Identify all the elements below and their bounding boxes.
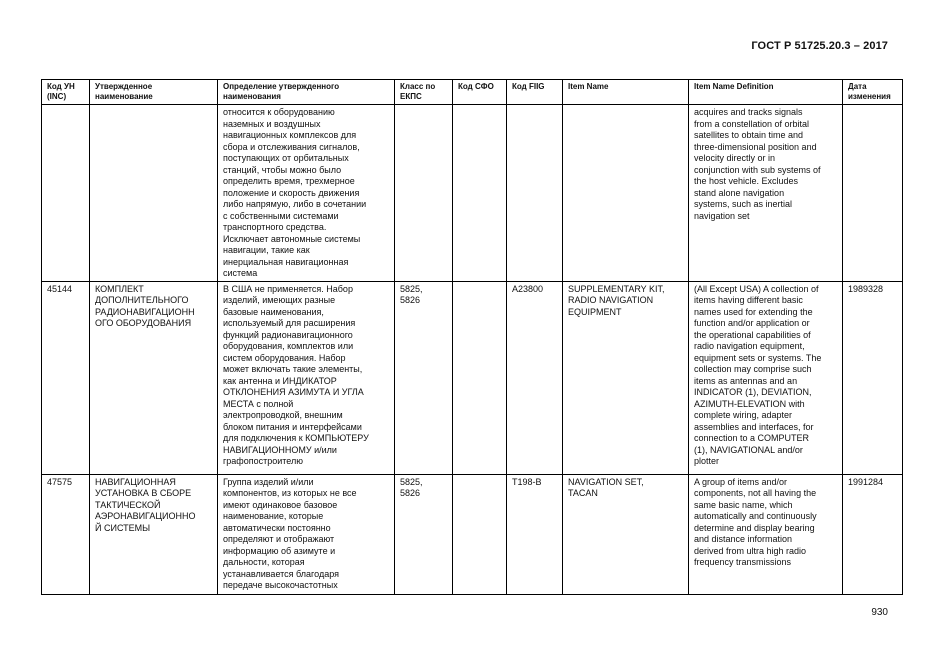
cell-item-name-definition: (All Except USA) A collection of items having different basic names used for extending the function and/or application or the operational capabilities of radio navigation equipment, equipment sets or systems. The collection may comprise such items as antennas and an INDICATOR (1), DEVIATION, AZIMUTH-ELEVATION with complete wiring, adapter assemblies and interfaces, for connection to a COMPUTER (1), NAVIGATIONAL and/or plotter [689,281,843,474]
cell-approved-name [90,105,218,282]
cell-item-name: SUPPLEMENTARY KIT, RADIO NAVIGATION EQUIPMENT [563,281,689,474]
cell-approved-name-definition: В США не применяется. Набор изделий, имеющих разные базовые наименования, используемый для расширения функций радионавигационного оборудования, комплектов или систем оборудования. Набор может включать такие элементы, как антенна и ИНДИКАТОР ОТКЛОНЕНИЯ АЗИМУТА И УГЛА МЕСТА с полной электропроводкой, внешним блоком питания и интерфейсами для подключения к КОМПЬЮТЕРУ НАВИГАЦИОННОМУ и/или графопостроителю [218,281,395,474]
col-header-change-date: Дата изменения [843,80,903,105]
cell-inc-code: 47575 [42,474,90,594]
document-standard-number: ГОСТ Р 51725.20.3 – 2017 [751,40,888,52]
cell-change-date [843,105,903,282]
cell-ekps-class [395,105,453,282]
cell-ekps-class: 5825, 5826 [395,281,453,474]
cell-item-name-definition: A group of items and/or components, not all having the same basic name, which automatically and continuously determine and display bearing and distance information derived from ultra high radio frequency transmissions [689,474,843,594]
cell-sfo-code [453,105,507,282]
cell-approved-name-definition: Группа изделий и/или компонентов, из которых не все имеют одинаковое базовое наименование, которые автоматически постоянно определяют и отображают информацию об азимуте и дальности, которая устанавливается благодаря передаче высокочастотных [218,474,395,594]
page-number: 930 [871,607,888,618]
cell-inc-code: 45144 [42,281,90,474]
col-header-item-name-definition: Item Name Definition [689,80,843,105]
col-header-sfo-code: Код СФО [453,80,507,105]
catalog-table [41,79,903,595]
table-header-row [42,80,903,105]
col-header-inc-code: Код УН (INC) [42,80,90,105]
cell-change-date: 1991284 [843,474,903,594]
cell-approved-name-definition: относится к оборудованию наземных и воздушных навигационных комплексов для сбора и отслеживания сигналов, поступающих от орбитальных станций, чтобы можно было определить время, трехмерное положение и скорость движения либо напрямую, либо в сочетании с собственными системами транспортного средства. Исключает автономные системы навигации, такие как инерциальная навигационная система [218,105,395,282]
cell-approved-name: КОМПЛЕКТ ДОПОЛНИТЕЛЬНОГО РАДИОНАВИГАЦИОНН ОГО ОБОРУДОВАНИЯ [90,281,218,474]
col-header-fiig-code: Код FIIG [507,80,563,105]
cell-fiig-code: A23800 [507,281,563,474]
cell-item-name [563,105,689,282]
table-row [42,281,903,474]
cell-item-name-definition: acquires and tracks signals from a constellation of orbital satellites to obtain time and three-dimensional position and velocity directly or in conjunction with sub systems of the host vehicle. Excludes stand alone navigation systems, such as inertial navigation set [689,105,843,282]
cell-item-name: NAVIGATION SET, TACAN [563,474,689,594]
cell-inc-code [42,105,90,282]
cell-approved-name: НАВИГАЦИОННАЯ УСТАНОВКА В СБОРЕ ТАКТИЧЕСКОЙ АЭРОНАВИГАЦИОННО Й СИСТЕМЫ [90,474,218,594]
col-header-item-name: Item Name [563,80,689,105]
cell-fiig-code [507,105,563,282]
cell-sfo-code [453,474,507,594]
cell-fiig-code: T198-B [507,474,563,594]
table-row [42,105,903,282]
col-header-approved-name-definition: Определение утвержденного наименования [218,80,395,105]
col-header-ekps-class: Класс по ЕКПС [395,80,453,105]
cell-ekps-class: 5825, 5826 [395,474,453,594]
col-header-approved-name: Утвержденное наименование [90,80,218,105]
table-row [42,474,903,594]
cell-sfo-code [453,281,507,474]
cell-change-date: 1989328 [843,281,903,474]
